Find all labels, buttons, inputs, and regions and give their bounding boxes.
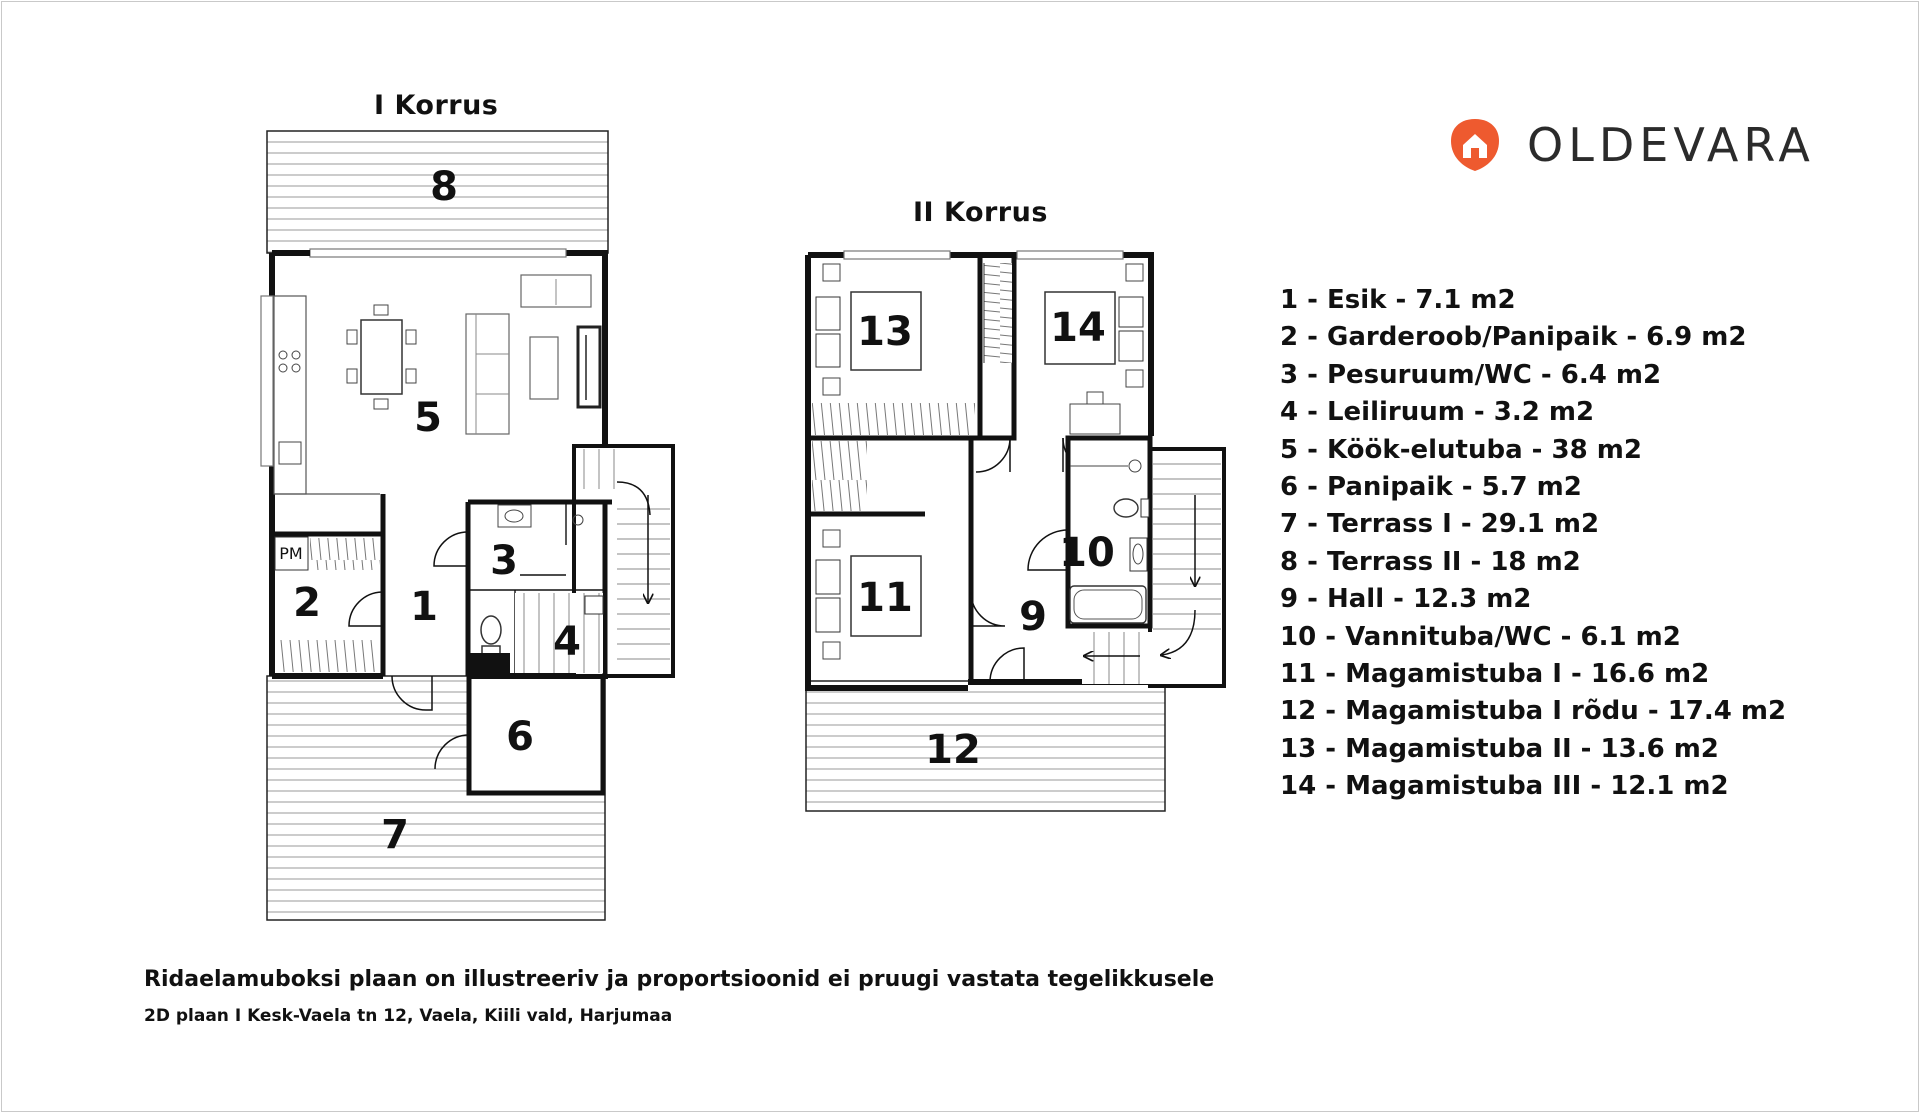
floor1-plan — [261, 131, 673, 920]
area-legend — [1280, 282, 1786, 806]
room-6 — [469, 676, 603, 793]
disclaimer-text: Ridaelamuboksi plaan on illustreeriv ja proportsioonid ei pruugi vastata tegelikkusele — [144, 967, 1215, 992]
legend-item: 3 - Pesuruum/WC - 6.4 m2 — [1280, 359, 1662, 390]
room-label-14: 14 — [1050, 305, 1106, 351]
legend-item: 12 - Magamistuba I rõdu - 17.4 m2 — [1280, 696, 1787, 727]
room-label-3: 3 — [490, 538, 518, 584]
legend-item: 6 - Panipaik - 5.7 m2 — [1280, 472, 1582, 503]
room-label-9: 9 — [1019, 594, 1047, 640]
room-label-10: 10 — [1059, 530, 1115, 576]
room-label-5: 5 — [414, 395, 442, 441]
tv-unit — [578, 327, 600, 407]
room-label-7: 7 — [381, 812, 409, 858]
coffee-table — [530, 337, 558, 399]
room-label-8: 8 — [430, 164, 458, 210]
legend-item: 5 - Köök-elutuba - 38 m2 — [1280, 434, 1642, 465]
legend-item: 1 - Esik - 7.1 m2 — [1280, 285, 1516, 315]
dining-table — [361, 320, 402, 394]
legend-item: 4 - Leiliruum - 3.2 m2 — [1280, 397, 1595, 428]
kitchen-window — [261, 296, 273, 466]
floor1-title: I Korrus — [374, 90, 499, 121]
room-label-4: 4 — [553, 619, 581, 665]
room-label-11: 11 — [857, 575, 913, 621]
legend-item: 13 - Magamistuba II - 13.6 m2 — [1280, 733, 1719, 764]
legend-item: 7 - Terrass I - 29.1 m2 — [1280, 509, 1600, 540]
room-label-2: 2 — [293, 580, 321, 626]
legend-item: 10 - Vannituba/WC - 6.1 m2 — [1280, 621, 1681, 652]
room-label-1: 1 — [410, 584, 438, 630]
sofa — [466, 314, 509, 434]
room-label-12: 12 — [925, 727, 981, 773]
legend-item: 2 - Garderoob/Panipaik - 6.9 m2 — [1280, 322, 1747, 353]
legend-item: 14 - Magamistuba III - 12.1 m2 — [1280, 771, 1729, 802]
address-text: 2D plaan I Kesk-Vaela tn 12, Vaela, Kiili vald, Harjumaa — [144, 1006, 673, 1026]
room-label-6: 6 — [506, 714, 534, 760]
legend-item: 8 - Terrass II - 18 m2 — [1280, 546, 1581, 577]
balcony-12 — [806, 681, 1165, 811]
legend-item: 11 - Magamistuba I - 16.6 m2 — [1280, 659, 1710, 690]
floor2-title: II Korrus — [913, 197, 1048, 228]
pm-label: PM — [279, 544, 303, 563]
brand-name: OLDEVARA — [1527, 118, 1815, 172]
legend-item: 9 - Hall - 12.3 m2 — [1280, 584, 1532, 615]
room-label-13: 13 — [857, 309, 913, 355]
living-window — [310, 249, 566, 257]
